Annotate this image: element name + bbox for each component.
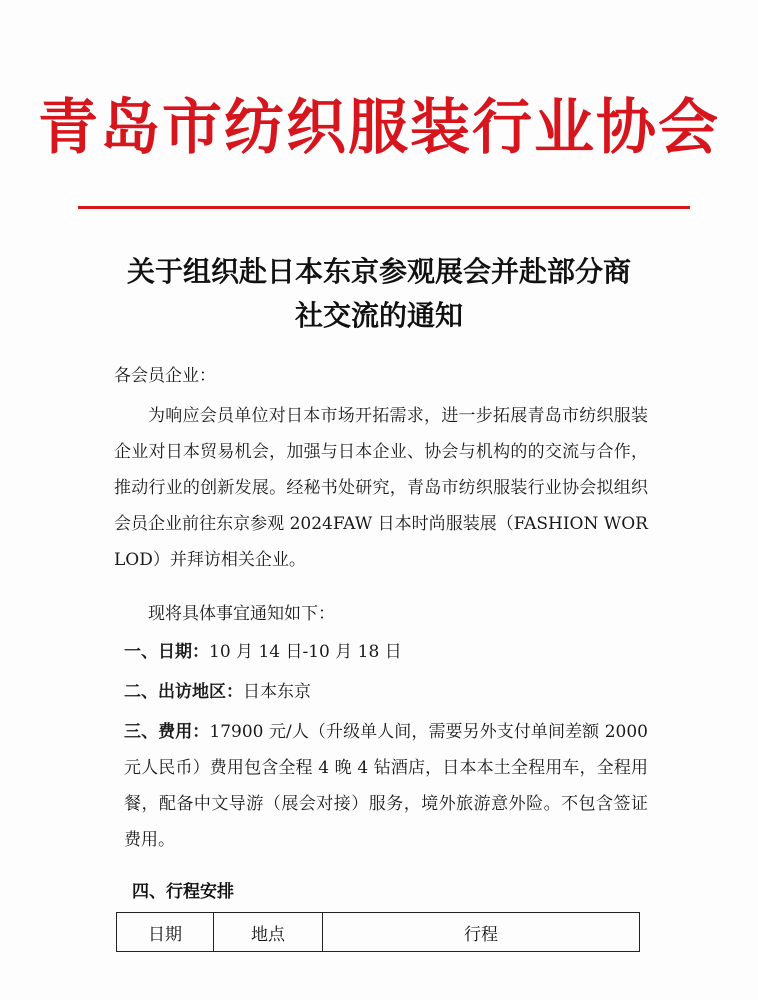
column-header-schedule: 行程: [323, 913, 640, 952]
notice-title-line-1: 关于组织赴日本东京参观展会并赴部分商: [126, 255, 631, 288]
item-date-label: 一、日期：: [124, 642, 209, 662]
letterhead-red-rule: [78, 206, 690, 209]
followup-line: 现将具体事宜通知如下：: [148, 604, 335, 624]
item-fee-value: 17900 元/人（升级单人间，需要另外支付单间差额 2000 元人民币）费用包含全程 4 晚 4 钻酒店，日本本土全程用车，全程用餐，配备中文导游（展会对接）服务，境外旅游意外险。不包含签证费用。: [124, 722, 648, 850]
itinerary-table: [116, 912, 640, 952]
item-place: [124, 674, 648, 710]
item-place-value: 日本东京: [243, 682, 311, 702]
item-date-value: 10 月 14 日-10 月 18 日: [209, 642, 402, 662]
column-header-date: 日期: [117, 913, 214, 952]
item-place-label: 二、出访地区：: [124, 682, 243, 702]
itinerary-heading: 四、行程安排: [132, 882, 234, 902]
notice-title: [0, 250, 758, 338]
itinerary-table-header-row: [117, 913, 640, 952]
column-header-place: 地点: [214, 913, 323, 952]
intro-paragraph: 为响应会员单位对日本市场开拓需求，进一步拓展青岛市纺织服装企业对日本贸易机会，加强与日本企业、协会与机构的的交流与合作，推动行业的创新发展。经秘书处研究，青岛市纺织服装行业协会拟组织会员企业前往东京参观 2024FAW 日本时尚服装展（FASHION WORLOD）并拜访相关企业。: [114, 406, 648, 570]
notice-title-line-2: 社交流的通知: [294, 299, 463, 332]
letterhead-title: 青岛市纺织服装行业协会: [38, 93, 720, 163]
item-fee-label: 三、费用：: [124, 722, 210, 742]
item-date: [124, 634, 648, 670]
salutation: 各会员企业：: [114, 366, 216, 386]
item-fee: [124, 714, 648, 858]
